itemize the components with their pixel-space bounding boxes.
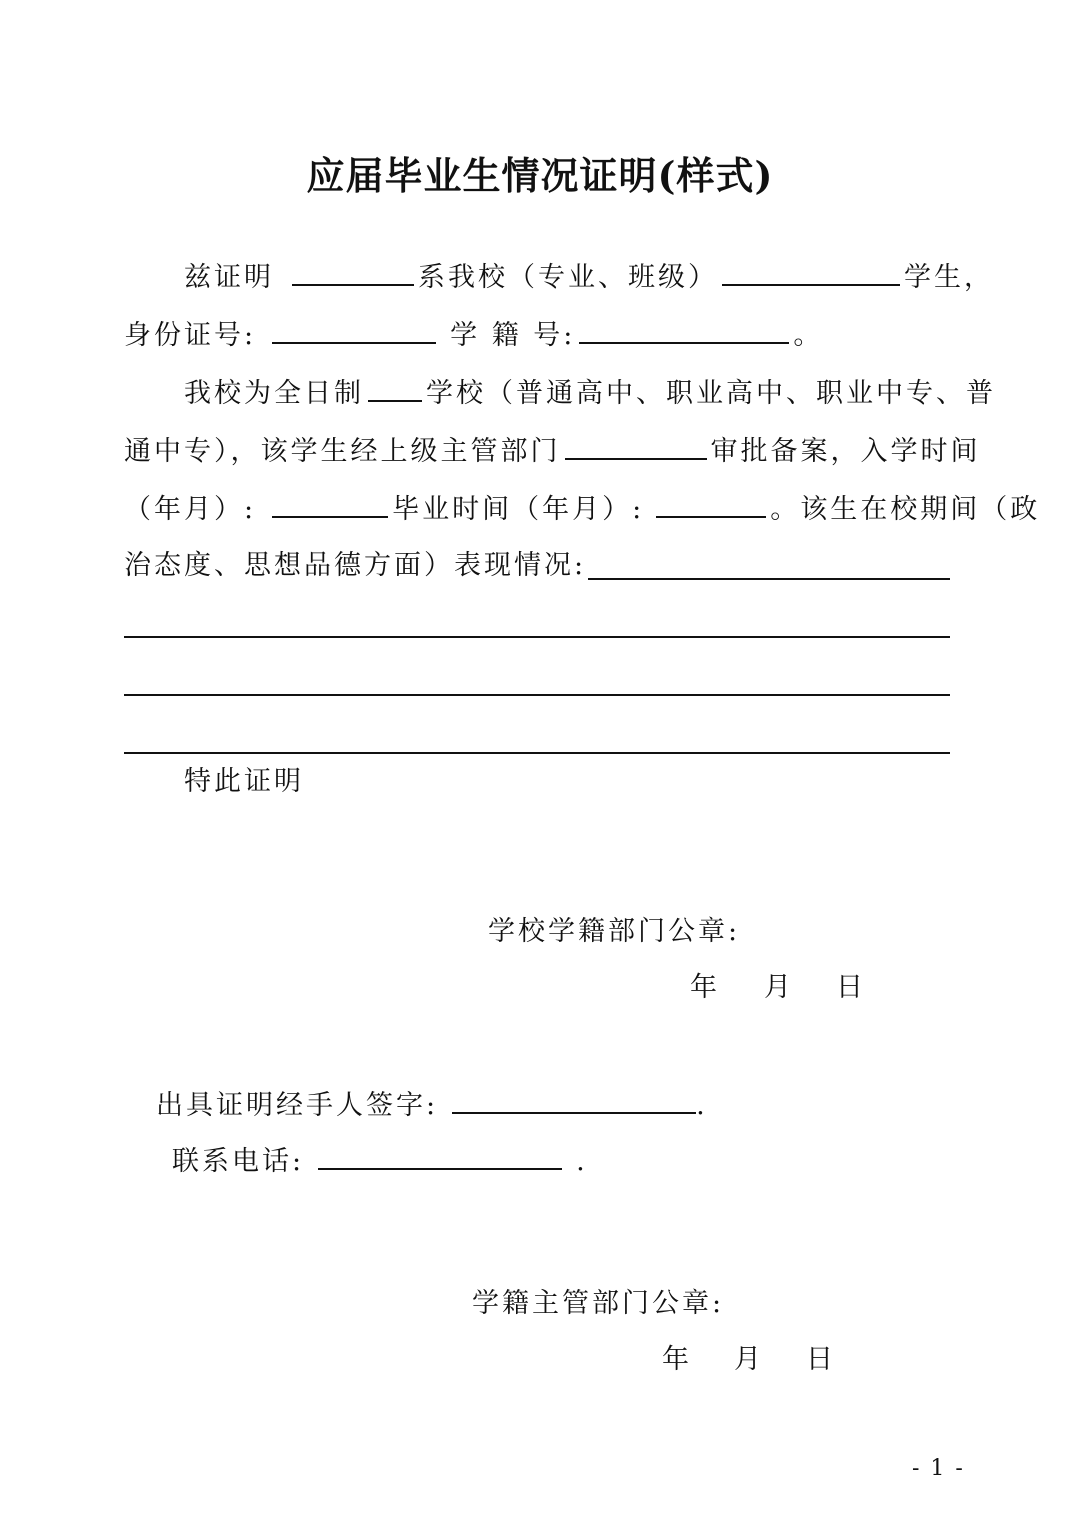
student-suffix-text: 学生，: [904, 262, 994, 293]
phone-label: 联系电话:: [172, 1146, 305, 1177]
paragraph-line-4: [124, 430, 981, 472]
roll-number-label: 学 籍 号:: [450, 320, 576, 351]
school-major-text: 系我校（专业、班级）: [418, 262, 718, 293]
school-seal-day: 日: [836, 972, 866, 1003]
handler-sign-period: .: [696, 1090, 708, 1121]
page-number: - 1 -: [912, 1456, 965, 1481]
school-seal-year: 年: [690, 972, 720, 1003]
school-seal-label: 学校学籍部门公章:: [488, 916, 741, 947]
performance-blank-4[interactable]: [124, 752, 950, 754]
enrollment-time-text: 审批备案，入学时间: [710, 436, 981, 467]
id-number-blank[interactable]: [272, 314, 436, 344]
school-type-blank[interactable]: [368, 372, 422, 402]
phone-line: [172, 1140, 588, 1182]
major-class-blank[interactable]: [722, 256, 900, 286]
fulltime-lead-text: 我校为全日制: [184, 378, 364, 409]
performance-blank-3[interactable]: [124, 694, 950, 696]
paragraph-line-2: [124, 314, 823, 356]
school-type-options-text: 学校（普通高中、职业高中、职业中专、普: [426, 378, 996, 409]
authority-seal-month: 月: [734, 1344, 764, 1375]
authority-seal-year: 年: [662, 1344, 692, 1375]
phone-period: .: [576, 1146, 588, 1177]
paragraph-line-6: [124, 546, 586, 586]
student-name-blank[interactable]: [292, 256, 414, 286]
performance-blank-2[interactable]: [124, 636, 950, 638]
authority-lead-text: 通中专），该学生经上级主管部门: [124, 436, 561, 467]
roll-number-blank[interactable]: [579, 314, 789, 344]
school-seal-month: 月: [764, 972, 794, 1003]
performance-label: 治态度、思想品德方面）表现情况:: [124, 550, 587, 581]
authority-seal-label: 学籍主管部门公章:: [472, 1288, 725, 1319]
graduation-date-blank[interactable]: [656, 488, 766, 518]
paragraph-line-5: [124, 488, 1040, 530]
paragraph-line-1: [184, 256, 994, 298]
school-period-text: 。该生在校期间（政: [770, 494, 1041, 525]
authority-blank[interactable]: [565, 430, 707, 460]
closing-text: 特此证明: [184, 766, 304, 797]
id-number-label: 身份证号:: [124, 320, 257, 351]
phone-blank[interactable]: [318, 1140, 562, 1170]
enroll-date-blank[interactable]: [272, 488, 388, 518]
handler-sign-line: [156, 1084, 708, 1126]
handler-sign-label: 出具证明经手人签字:: [156, 1090, 439, 1121]
line-end-period: 。: [793, 320, 824, 351]
certify-lead-text: 兹证明: [184, 262, 274, 293]
authority-seal-day: 日: [806, 1344, 836, 1375]
handler-sign-blank[interactable]: [452, 1084, 696, 1114]
paragraph-line-3: [184, 372, 996, 414]
graduation-time-label: 毕业时间（年月）:: [392, 494, 645, 525]
document-title: 应届毕业生情况证明(样式): [306, 153, 774, 198]
performance-blank-1[interactable]: [588, 578, 950, 580]
enroll-ym-label: （年月）:: [124, 494, 257, 525]
